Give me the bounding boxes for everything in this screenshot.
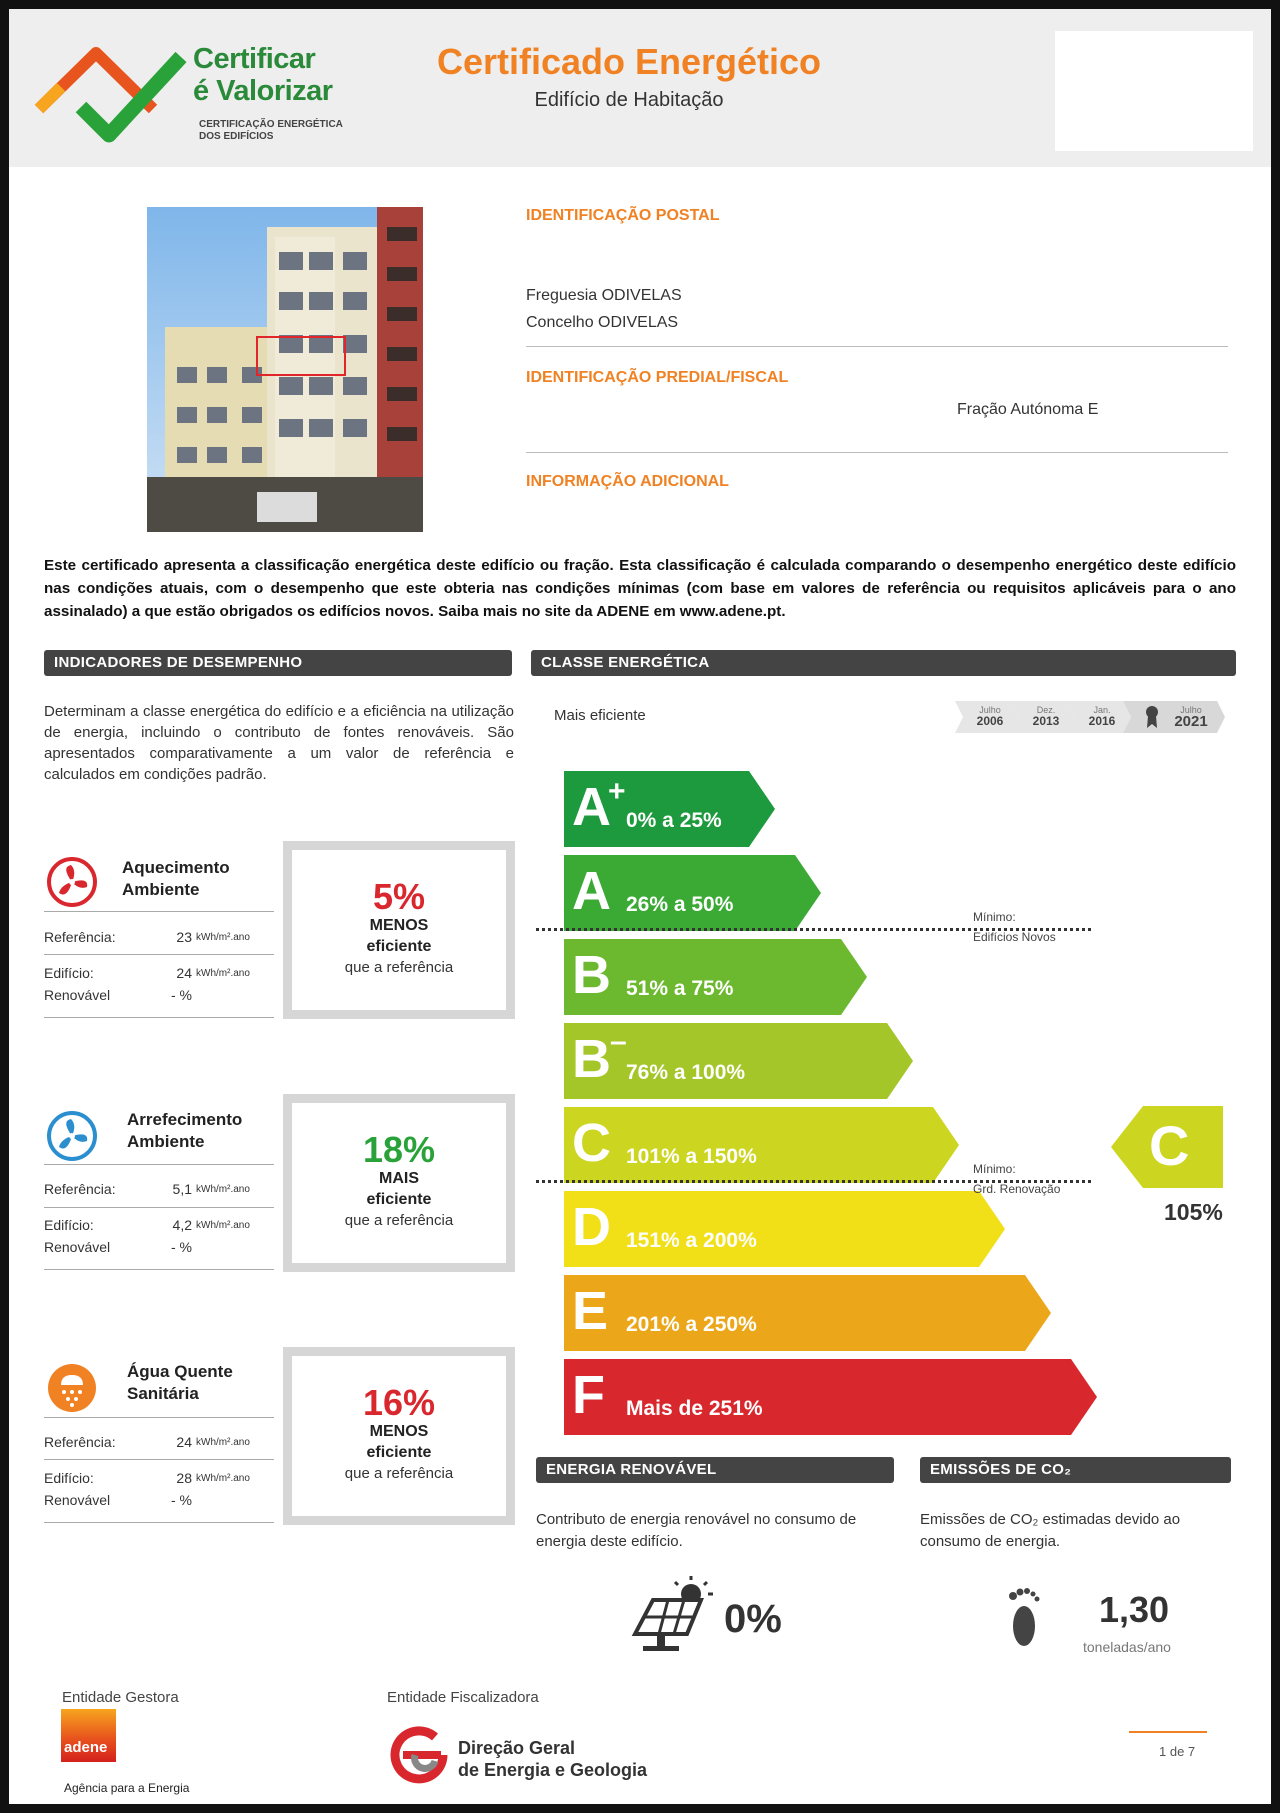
indicator-ref-row: Referência: 23 kWh/m².ano: [44, 929, 250, 945]
emissions-description: Emissões de CO₂ estimadas devido ao consumo de energia.: [920, 1511, 1181, 1550]
logo-title-1: Certificar: [193, 43, 316, 75]
logo-subtitle: [199, 119, 379, 143]
solar-panel-icon: [627, 1574, 725, 1656]
min-new-label: Mínimo: Edifícios Novos: [973, 910, 1056, 944]
band-letter: A: [572, 777, 611, 837]
band-range: Mais de 251%: [626, 1397, 763, 1420]
cooling-pct: 18%: [362, 1129, 436, 1170]
energy-class-heading: CLASSE ENERGÉTICA: [531, 650, 1236, 676]
timeline-2021: Julho 2021: [1174, 705, 1208, 730]
emissions-value: 1,30: [1099, 1589, 1170, 1630]
band-letter: F: [572, 1365, 605, 1425]
band-letter: B: [572, 1029, 611, 1089]
divider: [44, 1522, 274, 1523]
mais-eficiente-label: Mais eficiente: [554, 707, 646, 724]
adene-subtitle: Agência para a Energia: [64, 1781, 190, 1795]
band-range: 26% a 50%: [626, 893, 734, 916]
current-class-pct: 105%: [1164, 1199, 1223, 1225]
building-photo: [147, 207, 423, 532]
postal-heading: IDENTIFICAÇÃO POSTAL: [526, 207, 720, 224]
indicator-edif-row: Edifício: 24 kWh/m².ano: [44, 965, 250, 981]
divider: [44, 1017, 274, 1018]
predial-heading: IDENTIFICAÇÃO PREDIAL/FISCAL: [526, 369, 789, 386]
timeline-2013: Dez. 2013: [1032, 705, 1060, 728]
energy-class-scale: [564, 771, 1104, 1425]
dgeg-title-2: de Energia e Geologia: [458, 1760, 648, 1780]
band-letter: A: [572, 861, 611, 921]
indicators-description: Determinam a classe energética do edifício e a eficiência na utilização de energia, incluindo o contributo de fontes renováveis. São apresentados comparativamente a um valor de referência e calculados em condições padrão.: [44, 703, 514, 783]
dgeg-logo: [385, 1721, 453, 1789]
house-check-icon: [31, 39, 191, 149]
divider: [44, 911, 274, 912]
timeline-2006: Julho 2006: [976, 705, 1004, 728]
band-range: 76% a 100%: [626, 1061, 746, 1084]
concelho: Concelho ODIVELAS: [526, 314, 679, 331]
energy-band-8: [564, 1359, 1099, 1435]
indicator-renov-row: Renovável - %: [44, 987, 192, 1003]
energy-band-2: [564, 855, 823, 931]
band-superscript: +: [608, 775, 626, 808]
energy-band-7: [564, 1275, 1053, 1351]
indicator-name: Aquecimento Ambiente: [122, 858, 230, 899]
indicator-edif-row: Edifício: 28 kWh/m².ano: [44, 1470, 250, 1486]
intro-text: Este certificado apresenta a classificação energética deste edifício ou fração. Esta classificação é calculada comparando o desempenho energético deste edifício nas condições atuais, com o desempenho que este obteria nas condições mínimas (com base em valores de referência ou requisitos aplicáveis para o ano assinalado) a que estão obrigados os edifícios novos. Saiba mais no site da ADENE em www.adene.pt.: [44, 557, 1236, 620]
band-range: 51% a 75%: [626, 977, 734, 1000]
water-pct: 16%: [362, 1382, 436, 1423]
divider: [44, 954, 274, 955]
logo-title-2: é Valorizar: [193, 75, 333, 107]
cooling-result-box: 18% MAIS eficiente que a referência: [283, 1094, 515, 1272]
band-range: 0% a 25%: [626, 809, 722, 832]
band-range: 151% a 200%: [626, 1229, 757, 1252]
indicator-renov-row: Renovável - %: [44, 1492, 192, 1508]
energy-band-1: [564, 771, 777, 847]
indicator-name: Arrefecimento Ambiente: [127, 1110, 243, 1151]
footprint-icon: [1005, 1584, 1043, 1654]
renewable-description: Contributo de energia renovável no consumo de energia deste edifício.: [536, 1511, 857, 1550]
band-letter: B: [572, 945, 611, 1005]
divider: [44, 1207, 274, 1208]
gestora-label: Entidade Gestora: [62, 1689, 179, 1706]
timeline-2016: Jan. 2016: [1088, 705, 1116, 728]
divider: [44, 1417, 274, 1418]
divider: [44, 1459, 274, 1460]
current-class-indicator: [1111, 1106, 1223, 1188]
energy-band-4: [564, 1023, 915, 1099]
blank-id-box: [1055, 31, 1253, 151]
logo-sub-1: CERTIFICAÇÃO ENERGÉTICA: [199, 119, 343, 130]
indicator-ref-row: Referência: 24 kWh/m².ano: [44, 1434, 250, 1450]
band-superscript: –: [610, 1025, 627, 1058]
adene-logo: adene: [61, 1709, 116, 1762]
dgeg-title-1: Direção Geral: [458, 1738, 576, 1758]
energy-band-5: [564, 1107, 961, 1183]
current-class-letter: C: [1149, 1114, 1190, 1177]
cooling-fan-icon: [47, 1111, 97, 1161]
fiscalizadora-label: Entidade Fiscalizadora: [387, 1689, 539, 1706]
heating-fan-icon: [47, 857, 97, 907]
regulation-timeline: [955, 701, 1225, 733]
indicators-heading: INDICADORES DE DESEMPENHO: [44, 650, 512, 676]
ribbon-icon: [1145, 705, 1159, 729]
band-letter: C: [572, 1113, 611, 1173]
renewable-value: 0%: [724, 1597, 782, 1641]
band-letter: E: [572, 1281, 609, 1341]
divider: [526, 452, 1228, 453]
info-heading: INFORMAÇÃO ADICIONAL: [526, 473, 729, 490]
heating-result-box: 5% MENOS eficiente que a referência: [283, 841, 515, 1019]
band-range: 201% a 250%: [626, 1313, 757, 1336]
renewable-heading: ENERGIA RENOVÁVEL: [536, 1457, 894, 1483]
page-number-rule: [1129, 1731, 1207, 1733]
divider: [44, 1269, 274, 1270]
indicator-edif-row: Edifício: 4,2 kWh/m².ano: [44, 1217, 250, 1233]
water-result-box: 16% MENOS eficiente que a referência: [283, 1347, 515, 1525]
certificar-logo: [31, 39, 361, 149]
certificate-subtitle: Edifício de Habitação: [534, 89, 724, 111]
emissions-heading: EMISSÕES DE CO₂: [920, 1457, 1231, 1483]
indicator-ref-row: Referência: 5,1 kWh/m².ano: [44, 1181, 250, 1197]
divider: [44, 1164, 274, 1165]
min-renovation-label: Mínimo: Grd. Renovação: [973, 1162, 1061, 1196]
band-letter: D: [572, 1197, 611, 1257]
heating-pct: 5%: [372, 876, 426, 917]
indicator-renov-row: Renovável - %: [44, 1239, 192, 1255]
certificate-page: [9, 9, 1271, 1804]
emissions-unit: toneladas/ano: [1083, 1639, 1171, 1655]
logo-sub-2: DOS EDIFÍCIOS: [199, 131, 274, 142]
divider: [526, 346, 1228, 347]
energy-band-6: [564, 1191, 1007, 1267]
energy-band-3: [564, 939, 869, 1015]
page-number: 1 de 7: [1159, 1744, 1196, 1759]
freguesia: Freguesia ODIVELAS: [526, 287, 682, 304]
hot-water-icon: [47, 1363, 97, 1413]
indicator-name: Água Quente Sanitária: [127, 1362, 233, 1403]
band-range: 101% a 150%: [626, 1145, 757, 1168]
header: [9, 9, 1271, 167]
fracao: Fração Autónoma E: [957, 401, 1099, 418]
certificate-title: Certificado Energético: [436, 41, 822, 82]
